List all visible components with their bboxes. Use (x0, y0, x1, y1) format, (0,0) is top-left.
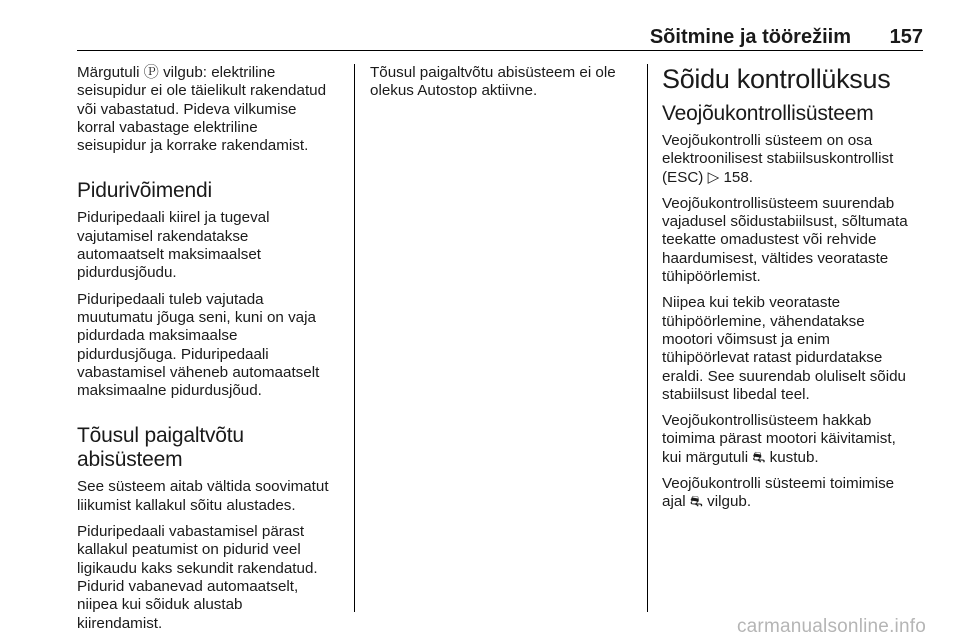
section-title: Sõitmine ja töörežiim (649, 26, 851, 48)
column-right (662, 64, 926, 520)
heading-driving-control: Sõidu kontrollüksus (662, 64, 891, 94)
section-gap (77, 163, 347, 179)
traction-control-text-4: Veojõukontrollisüsteem hakkab toimima pärast mootori käivitamist, kui märgutuli ⛐ kustub. (662, 412, 896, 466)
hill-start-text-2: Piduripedaali vabastamisel pärast kallakul peatumist on pidurid veel ligikaudu kaks sekundit rakendatud. Pidurid vabanevad automaatselt, niipea kui sõiduk alustab kiirendamist. (77, 523, 318, 632)
column-divider-left (354, 64, 355, 612)
column-left (77, 64, 347, 641)
section-gap (77, 408, 347, 424)
watermark: carmanualsonline.info (736, 616, 926, 637)
traction-control-text-3: Niipea kui tekib veorataste tühipöörlemine, vähendatakse mootori võimsust ja enim tühipöörlevat ratast pidurdatakse eraldi. See suurendab oluliselt sõidu stabiilsust libedal teel. (662, 294, 907, 403)
brake-assist-text-1: Piduripedaali kiirel ja tugeval vajutamisel rakendatakse automaatselt maksimaalset pidurdusjõudu. (77, 209, 270, 282)
heading-hill-start-assist: Tõusul paigaltvõtu abisüsteem (77, 424, 244, 472)
parking-brake-warning-text: Märgutuli Ⓟ vilgub: elektriline seisupidur ei ole täielikult rakendatud või vabastatud. Pideva vilkumise korral vabastage elektriline seisupidur ja korrake rakendamist. (77, 64, 327, 155)
column-middle (370, 64, 638, 109)
heading-brake-assist: Pidurivõimendi (77, 179, 212, 203)
page-header (77, 26, 923, 50)
page-number: 157 (889, 26, 923, 48)
traction-control-text-5: Veojõukontrolli süsteemi toimimise ajal ⛐ vilgub. (662, 475, 895, 511)
header-rule (77, 50, 923, 51)
column-divider-right (647, 64, 648, 612)
brake-assist-text-2: Piduripedaali tuleb vajutada muutumatu jõuga seni, kuni on vaja pidurdada maksimaalse pidurdusjõuga. Piduripedaali vabastamisel väheneb automaatselt maksimaalne pidurdusjõud. (77, 290, 320, 400)
heading-traction-control: Veojõukontrollisüsteem (662, 102, 874, 125)
traction-control-text-1: Veojõukontrolli süsteem on osa elektroonilisest stabiilsuskontrollist (ESC) ▷ 158. (662, 132, 894, 186)
traction-control-text-2: Veojõukontrollisüsteem suurendab vajadusel sõidustabiilsust, sõltumata teekatte omadustest või rehvide haardumisest, vältides veorataste tühipöörlemist. (662, 194, 908, 286)
hill-start-autostop-text: Tõusul paigaltvõtu abisüsteem ei ole olekus Autostop aktiivne. (370, 64, 616, 100)
hill-start-text-1: See süsteem aitab vältida soovimatut liikumist kallakul sõitu alustades. (77, 478, 329, 514)
